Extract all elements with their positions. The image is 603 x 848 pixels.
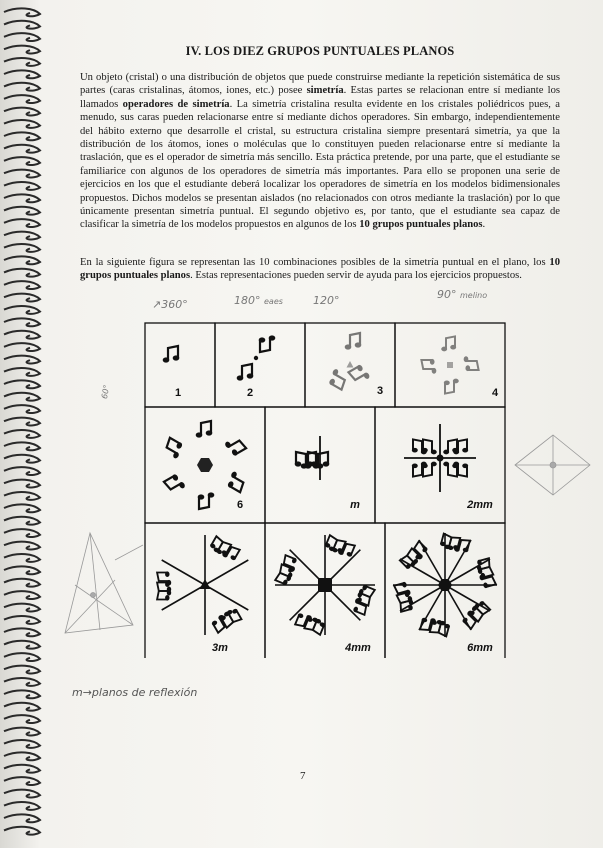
text-run: Un objeto (cristal) o una distribución de objetos que puede construirse mediante la repetición sistemática de sus partes (caras cristalinas, átomos, iones, etc.) posee [80, 72, 560, 97]
handwritten-180: 180° eaes [234, 294, 283, 307]
spiral-coil [4, 467, 40, 475]
spiral-coil [4, 492, 40, 500]
note-motif [453, 462, 468, 477]
figure-intro-paragraph [80, 256, 560, 283]
spiral-coil [4, 480, 40, 488]
note-motif [162, 437, 185, 460]
spiral-coil [4, 566, 40, 574]
spiral-coil [4, 21, 40, 29]
spiral-coil [4, 715, 40, 723]
intro-paragraph [80, 71, 560, 232]
spiral-coil [4, 790, 40, 798]
text-run: . Estas representaciones pueden servir de ayuda para los ejercicios propuestos. [190, 270, 522, 282]
spiral-coil [4, 269, 40, 277]
spiral-coil [4, 765, 40, 773]
spiral-coil [4, 256, 40, 264]
section-title: IV. LOS DIEZ GRUPOS PUNTUALES PLANOS [185, 44, 455, 58]
6mm-motif [393, 533, 497, 637]
note-motif [327, 368, 350, 391]
spiral-coil [4, 8, 40, 16]
spiral-coil [4, 604, 40, 612]
note-motif [259, 335, 276, 352]
3m-motif [157, 535, 248, 635]
spiral-coil [4, 728, 40, 736]
spiral-coil [4, 281, 40, 289]
note-motif [464, 356, 479, 371]
text-run: . Estas partes se relacionan entre sí mediante los llamados [80, 85, 560, 110]
note-motif [198, 492, 215, 509]
spiral-coil [4, 430, 40, 438]
spiral-coil [4, 542, 40, 550]
note-motif [210, 614, 229, 633]
spiral-coil [4, 170, 40, 178]
spiral-coil [4, 46, 40, 54]
spiral-coil [4, 132, 40, 140]
spiral-coil [4, 666, 40, 674]
group-cell [215, 323, 305, 407]
spiral-coil [4, 591, 40, 599]
spiral-coil [4, 356, 40, 364]
note-motif [444, 379, 459, 394]
spiral-coil [4, 641, 40, 649]
group-label: m [350, 499, 360, 511]
spiral-binding [0, 0, 48, 848]
spiral-coil [4, 678, 40, 686]
group-label: 2 [246, 387, 254, 399]
text-run: . [482, 219, 486, 231]
handwritten-60: 60° [100, 384, 112, 400]
bold-term: 10 grupos puntuales planos [359, 219, 483, 231]
note-motif [412, 462, 427, 477]
spiral-coil [4, 529, 40, 537]
spiral-coil [4, 418, 40, 426]
group-label: 6mm [467, 642, 493, 654]
spiral-coil [4, 207, 40, 215]
spiral-coil [4, 442, 40, 450]
spiral-coil [4, 504, 40, 512]
page-number: 7 [300, 770, 306, 782]
group-label: 6 [236, 499, 244, 511]
note-motif [345, 333, 362, 350]
spiral-coil [4, 740, 40, 748]
spiral-coil [4, 777, 40, 785]
spiral-coil [4, 343, 40, 351]
spiral-coil [4, 306, 40, 314]
spiral-coil [4, 380, 40, 388]
note-motif [441, 336, 456, 351]
spiral-coil [4, 318, 40, 326]
spiral-coil [4, 95, 40, 103]
spiral-coil [4, 579, 40, 587]
spiral-coil [4, 33, 40, 41]
group-label: 3m [212, 642, 228, 654]
note-motif [412, 439, 427, 454]
spiral-coil [4, 232, 40, 240]
spiral-coil [4, 108, 40, 116]
sixfold-motif [162, 421, 248, 509]
spiral-coil [4, 368, 40, 376]
spiral-coil [4, 393, 40, 401]
point-groups-figure [140, 318, 540, 658]
note-motif [225, 471, 248, 494]
twofold-axis [254, 356, 258, 360]
spiral-coil [4, 182, 40, 190]
spiral-coil [4, 331, 40, 339]
4mm-motif [275, 535, 375, 635]
spiral-coil [4, 703, 40, 711]
spiral-coil [4, 814, 40, 822]
group-label: 4 [491, 387, 499, 399]
note-motif [237, 364, 254, 381]
spiral-coil [4, 145, 40, 153]
spiral-coil [4, 244, 40, 252]
spiral-coil [4, 653, 40, 661]
note-motif [221, 543, 240, 562]
spiral-coil [4, 827, 40, 835]
spiral-coil [4, 120, 40, 128]
note-motif [196, 421, 213, 438]
text-run: En la siguiente figura se representan las 10 combinaciones posibles de la simetría puntual en el plano, los [80, 257, 550, 268]
spiral-coil [4, 616, 40, 624]
spiral-coil [4, 70, 40, 78]
spiral-coil [4, 58, 40, 66]
handwritten-90: 90° melino [437, 288, 488, 301]
spiral-coil [4, 517, 40, 525]
spiral-coil [4, 194, 40, 202]
spiral-coil [4, 219, 40, 227]
spiral-coil [4, 455, 40, 463]
mirror-motif [295, 436, 330, 480]
2mm-motif [404, 424, 476, 492]
bold-term: 10 grupos puntuales planos [80, 257, 560, 282]
note-motif [223, 606, 242, 625]
spiral-coil [4, 802, 40, 810]
bold-term: operadores de simetría [122, 98, 230, 110]
text-run: . La simetría cristalina resulta evidente en los cristales poliédricos pues, a menudo, sus caras pueden relacionarse entre sí mediante dichos operadores. Sin embargo, independientemente del hábito externo que desarrolle el cristal, su estructura cristalina siempre presentará simetría, ya que la distribución de los átomos, iones o moléculas que lo constituyen pueden relacionarse entre sí mediante la traslación, que es el operador de simetría más sencillo. Esta práctica pretende, por una parte, que el estudiante se familiarice con algunos de los operadores de simetría más importantes. Para ello se proponen una serie de ejercicios en los que el estudiante deberá localizar los operadores de simetría en los modelos bidimensionales propuestos. Dichos modelos se presentan aislados (no relacionados con otros mediante la traslación) por lo que únicamente presentan simetría puntual. El segundo objetivo es, por tanto, que el estudiante sea capaz de clasificar la simetría de los modelos propuestos en algunos de los [80, 98, 560, 231]
spiral-coil [4, 405, 40, 413]
handwritten-360: ↗360° [152, 298, 188, 311]
spiral-coil [4, 83, 40, 91]
spiral-coil [4, 157, 40, 165]
spiral-coil [4, 554, 40, 562]
note-motif [163, 346, 180, 363]
group-label: 3 [376, 385, 384, 397]
handwritten-note: m→planos de reflexión [72, 686, 198, 699]
group-label: 1 [174, 387, 182, 399]
spiral-coil [4, 690, 40, 698]
note-motif [224, 435, 247, 458]
bold-term: simetría [306, 85, 344, 97]
threefold-motif [322, 333, 374, 395]
note-motif [421, 359, 436, 374]
note-motif [163, 472, 186, 495]
sketch-triangle [55, 525, 145, 640]
fourfold-motif [421, 336, 478, 393]
group-label: 4mm [345, 642, 371, 654]
spiral-coil [4, 628, 40, 636]
note-motif [453, 439, 468, 454]
spiral-coil [4, 294, 40, 302]
spiral-coil [4, 752, 40, 760]
handwritten-120: 120° [313, 294, 340, 307]
group-label: 2mm [467, 499, 493, 511]
